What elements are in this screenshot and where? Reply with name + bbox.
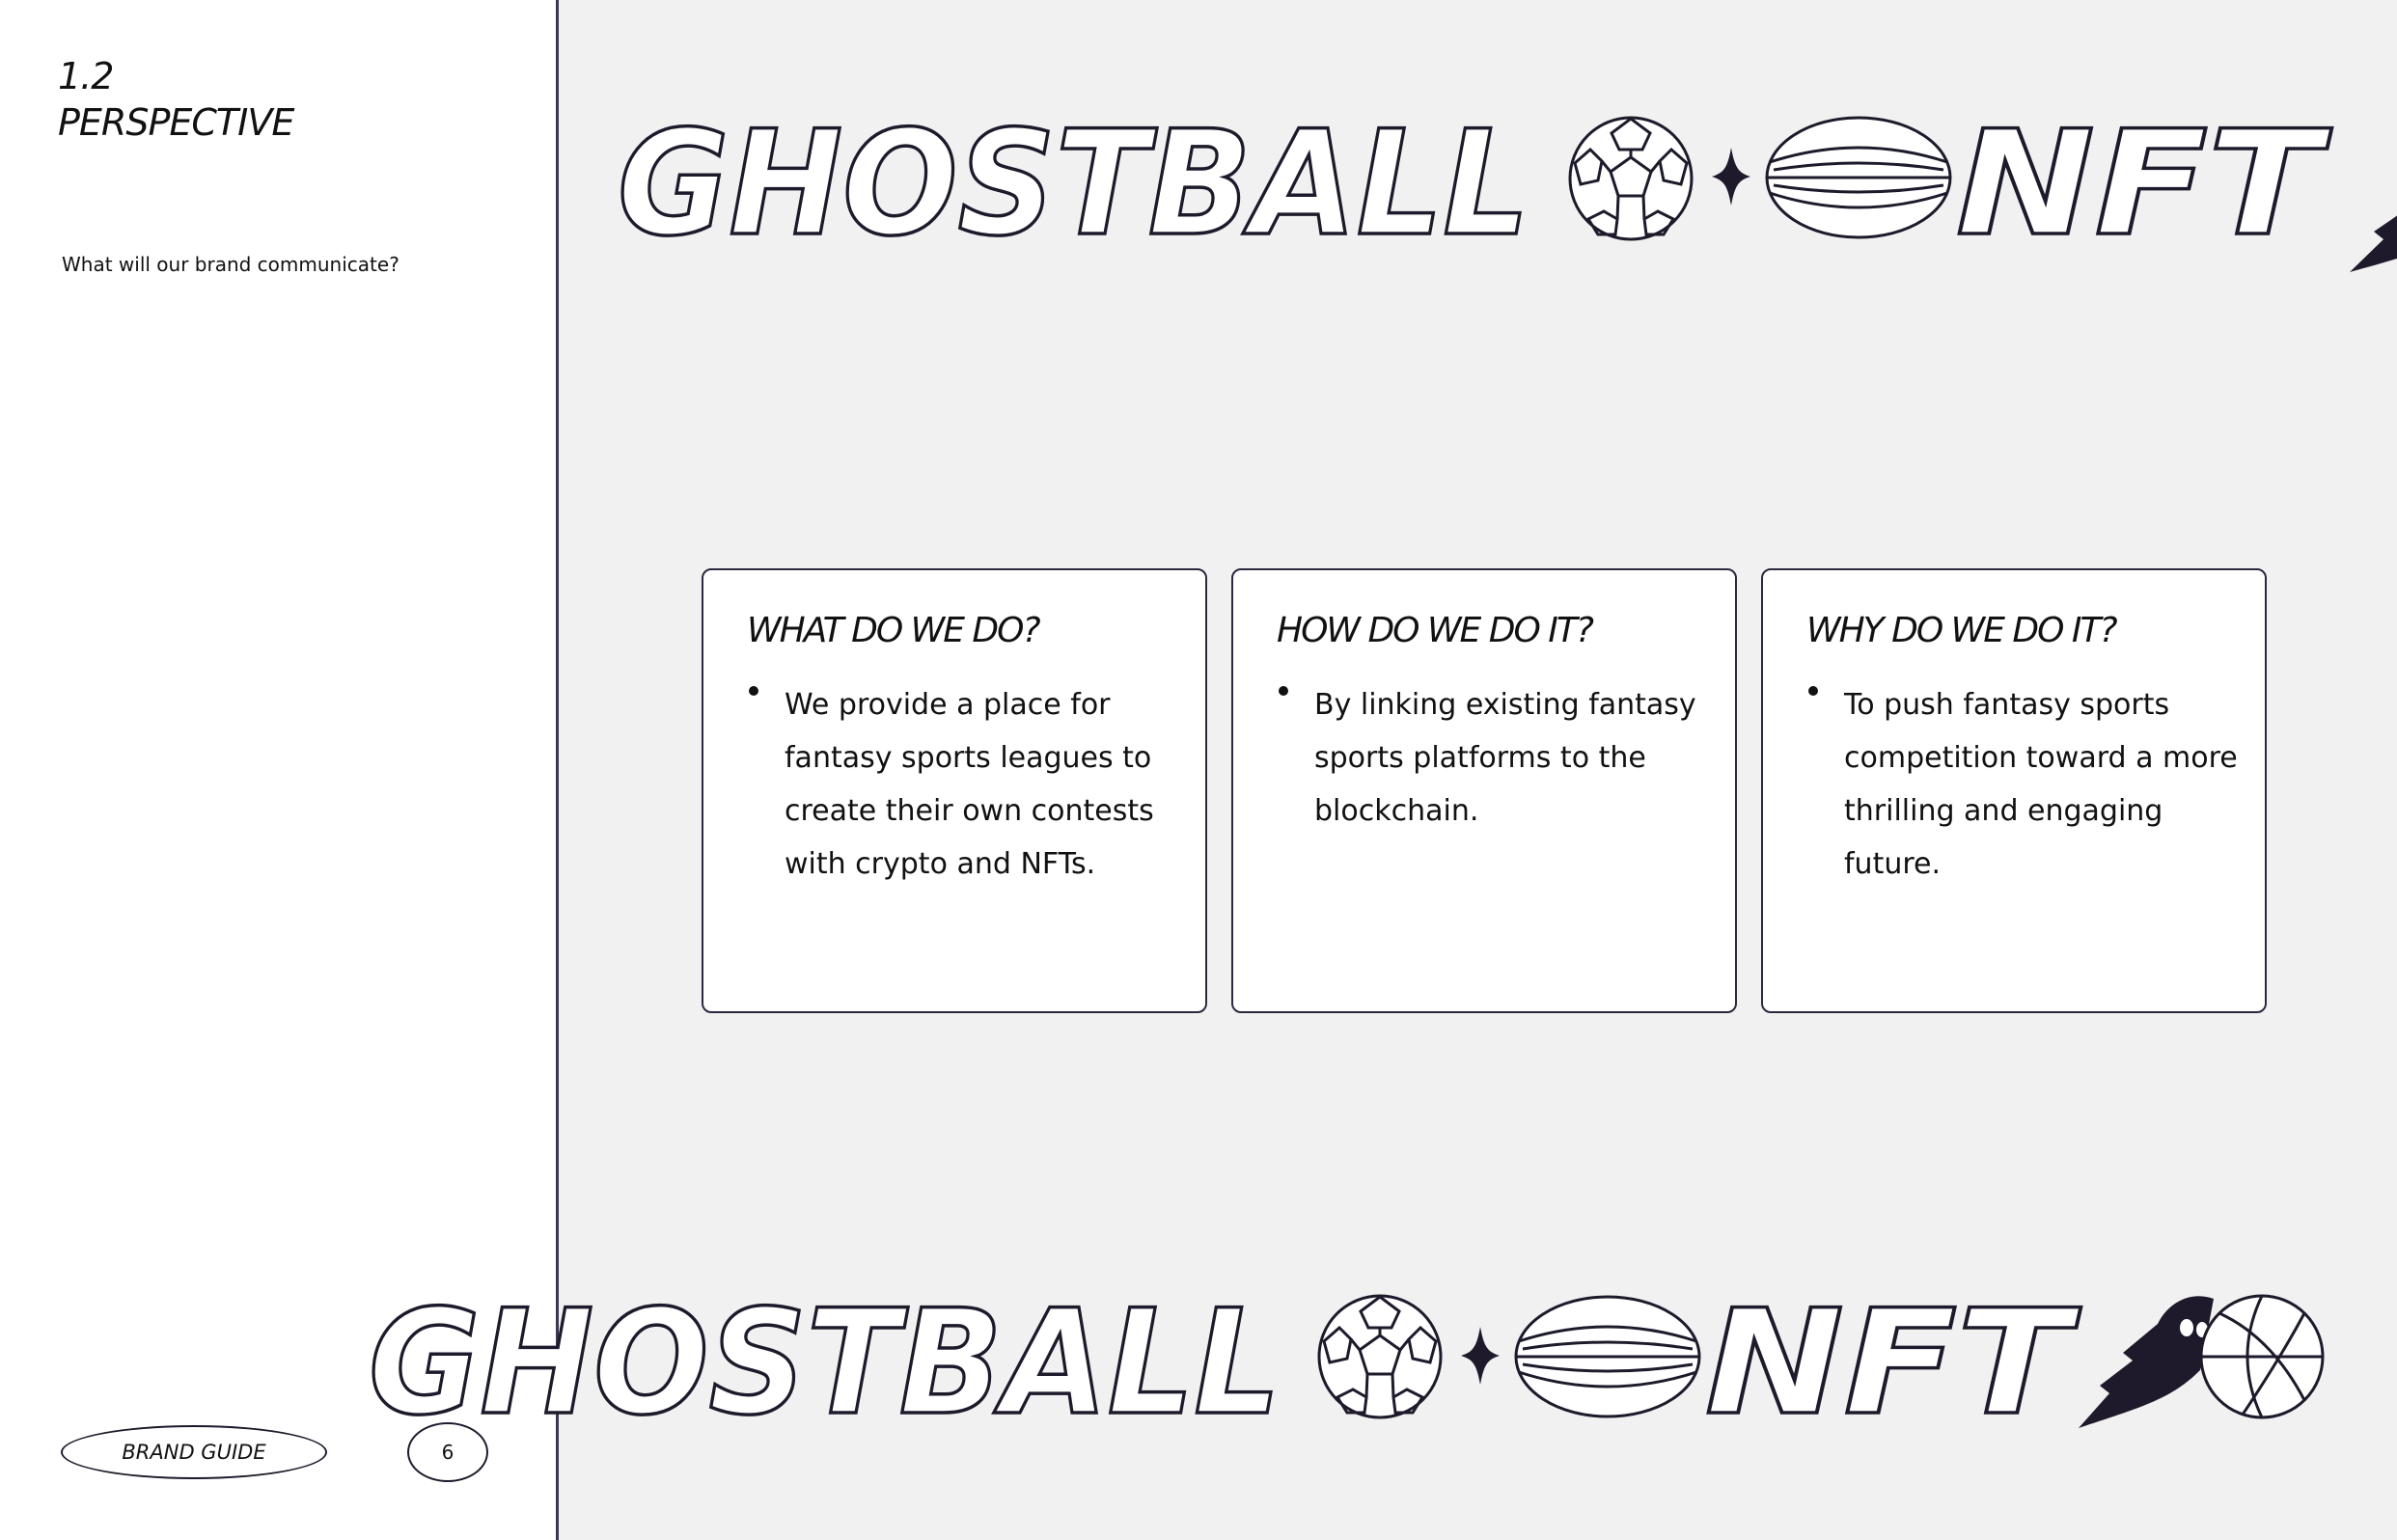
soccer-ball-icon (1570, 118, 1692, 239)
card-what (702, 568, 1207, 1013)
card-what-text: We provide a place for fantasy sports leagues to create their own contests with crypto and NFTs. (785, 688, 1154, 881)
card-what-heading: WHAT DO WE DO? (747, 611, 1039, 650)
banner-word-ghostball: GHOSTBALL (618, 100, 1529, 268)
banner-word-nft: NFT (1705, 1279, 2082, 1447)
banner-word-nft: NFT (1956, 100, 2333, 268)
sparkle-icon (1712, 148, 1750, 206)
card-why-text: To push fantasy sports competition toward a more thrilling and engaging future. (1844, 688, 2238, 881)
ghost-icon (2350, 148, 2397, 272)
card-why-heading: WHY DO WE DO IT? (1806, 611, 2116, 650)
section-title: PERSPECTIVE (58, 101, 294, 144)
soccer-ball-icon (1319, 1296, 1441, 1417)
basketball-icon (2201, 1296, 2323, 1417)
card-how (1231, 568, 1737, 1013)
football-icon (1767, 118, 1950, 237)
bullet-marker (749, 686, 758, 696)
section-question: What will our brand communicate? (62, 253, 400, 276)
section-number: 1.2 (58, 55, 114, 97)
ghostball-banner-bottom (369, 1276, 2397, 1469)
page-number: 6 (407, 1422, 488, 1482)
sparkle-icon (1461, 1327, 1500, 1385)
football-icon (1516, 1297, 1699, 1416)
card-how-heading: HOW DO WE DO IT? (1277, 611, 1592, 650)
ghost-icon (2079, 1296, 2214, 1428)
ghostball-banner-top (562, 96, 2397, 289)
main-content (369, 0, 2397, 1540)
bullet-marker (1279, 686, 1288, 696)
bullet-marker (1808, 686, 1818, 696)
banner-word-ghostball: GHOSTBALL (369, 1279, 1281, 1447)
card-why (1761, 568, 2267, 1013)
brand-guide-badge: BRAND GUIDE (61, 1425, 327, 1479)
card-how-text: By linking existing fantasy sports platforms to the blockchain. (1314, 688, 1696, 828)
